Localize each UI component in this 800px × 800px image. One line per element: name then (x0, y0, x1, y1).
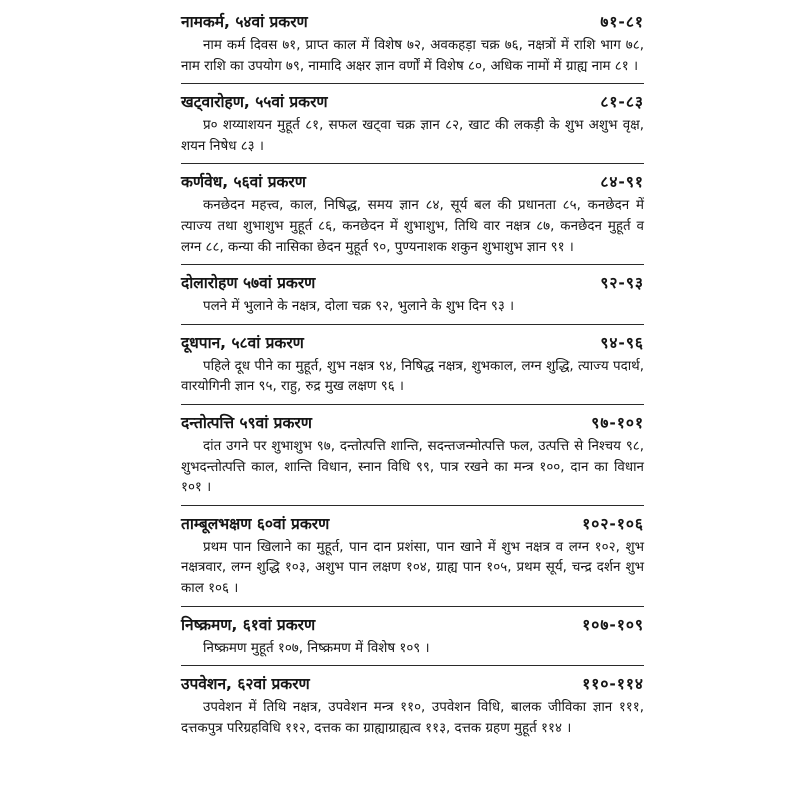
section-text: पहिले दूध पीने का मुहूर्त, शुभ नक्षत्र ९४, निषिद्ध नक्षत्र, शुभकाल, लग्न शुद्धि, त्याज्य पदार्थ, वारयोगिनी ज्ञान ९५, राहु, रुद्र मुख लक्षण ९६ । (181, 358, 644, 395)
section-karnavedh (181, 172, 644, 265)
section-text: दांत उगने पर शुभाशुभ ९७, दन्तोत्पत्ति शान्ति, सदन्तजन्मोत्पत्ति फल, उत्पत्ति से निश्चय ९८, शुभदन्तोत्पत्ति काल, शान्ति विधान, स्नान विधि ९९, पात्र रखने का मन्त्र १००, दान का विधान १०१ । (181, 438, 644, 496)
section-heading (181, 333, 644, 353)
section-khatvarohan (181, 92, 644, 164)
page-range: १०२-१०६ (582, 514, 644, 533)
section-text: उपवेशन में तिथि नक्षत्र, उपवेशन मन्त्र ११०, उपवेशन विधि, बालक जीविका ज्ञान १११, दत्तकपुत्र परिग्रहविधि ११२, दत्तक का ग्राह्याग्राह्यत्व ११३, दत्तक ग्रहण मुहूर्त ११४ । (181, 700, 644, 736)
section-text: प्र० शय्याशयन मुहूर्त ८१, सफल खट्वा चक्र ज्ञान ८२, खाट की लकड़ी के शुभ अशुभ वृक्ष, शयन निषेध ८३ । (181, 118, 644, 154)
page-range: ९४-९६ (600, 333, 644, 352)
page-range: ८१-८३ (600, 93, 644, 112)
section-heading (181, 615, 644, 635)
section-text: नाम कर्म दिवस ७१, प्राप्त काल में विशेष ७२, अवकहड़ा चक्र ७६, नक्षत्रों में राशि भाग ७८, नाम राशि का उपयोग ७९, नामादि अक्षर ज्ञान वर्णों में विशेष ८०, अधिक नामों में ग्राह्य नाम ८१ । (181, 38, 644, 74)
section-nishkraman (181, 615, 644, 667)
section-title: कर्णवेध, ५६वां प्रकरण (181, 173, 306, 192)
page-range: ८४-९१ (600, 173, 644, 192)
section-heading (181, 92, 644, 112)
page-range: ९७-१०१ (591, 413, 644, 432)
section-title: नामकर्म, ५४वां प्रकरण (181, 13, 308, 31)
section-title: निष्क्रमण, ६१वां प्रकरण (181, 615, 316, 634)
page-range: ११०-११४ (582, 675, 644, 694)
section-text: कनछेदन महत्त्व, काल, निषिद्ध, समय ज्ञान ८४, सूर्य बल की प्रधानता ८५, कनछेदन में त्याज्य तथा शुभाशुभ मुहूर्त ८६, कनछेदन में शुभाशुभ, तिथि वार नक्षत्र ८७, कनछेदन मुहूर्त व लग्न ८८, कन्या की नासिका छेदन मुहूर्त ९०, पुण्यनाशक शकुन शुभाशुभ ज्ञान ९१ । (181, 198, 644, 255)
section-text: निष्क्रमण मुहूर्त १०७, निष्क्रमण में विशेष १०९ । (203, 640, 430, 656)
section-title: खट्वारोहण, ५५वां प्रकरण (181, 93, 328, 112)
page-range: ७१-८१ (600, 13, 644, 31)
section-namakarm (181, 12, 644, 84)
section-heading (181, 172, 644, 192)
section-title: ताम्बूलभक्षण ६०वां प्रकरण (181, 514, 330, 533)
page-range: ९२-९३ (600, 274, 644, 293)
section-title: दोलारोहण ५७वां प्रकरण (181, 274, 316, 293)
section-heading (181, 273, 644, 293)
section-text: प्रथम पान खिलाने का मुहूर्त, पान दान प्रशंसा, पान खाने में शुभ नक्षत्र व लग्न १०२, शुभ नक्षत्रवार, लग्न शुद्धि १०३, अशुभ पान लक्षण १०४, ग्राह्य पान १०५, प्रथम सूर्य, चन्द्र दर्शन शुभ काल १०६ । (181, 539, 644, 596)
section-title: उपवेशन, ६२वां प्रकरण (181, 675, 310, 694)
section-divider (181, 505, 644, 506)
section-divider (181, 665, 644, 666)
section-upveshan (181, 674, 644, 739)
section-dantotpatti (181, 413, 644, 506)
section-heading (181, 514, 644, 534)
section-dolarohan (181, 273, 644, 325)
section-divider (181, 404, 644, 405)
section-divider (181, 83, 644, 84)
section-heading (181, 674, 644, 694)
section-divider (181, 324, 644, 325)
section-heading (181, 413, 644, 433)
section-doodhpan (181, 333, 644, 405)
section-heading (181, 12, 644, 32)
section-title: दूधपान, ५८वां प्रकरण (181, 333, 304, 352)
section-divider (181, 606, 644, 607)
page-range: १०७-१०९ (582, 615, 644, 634)
section-title: दन्तोत्पत्ति ५९वां प्रकरण (181, 413, 312, 432)
section-divider (181, 264, 644, 265)
section-text: पलने में भुलाने के नक्षत्र, दोला चक्र ९२, भुलाने के शुभ दिन ९३ । (203, 299, 515, 315)
section-tambool (181, 514, 644, 607)
section-divider (181, 163, 644, 164)
